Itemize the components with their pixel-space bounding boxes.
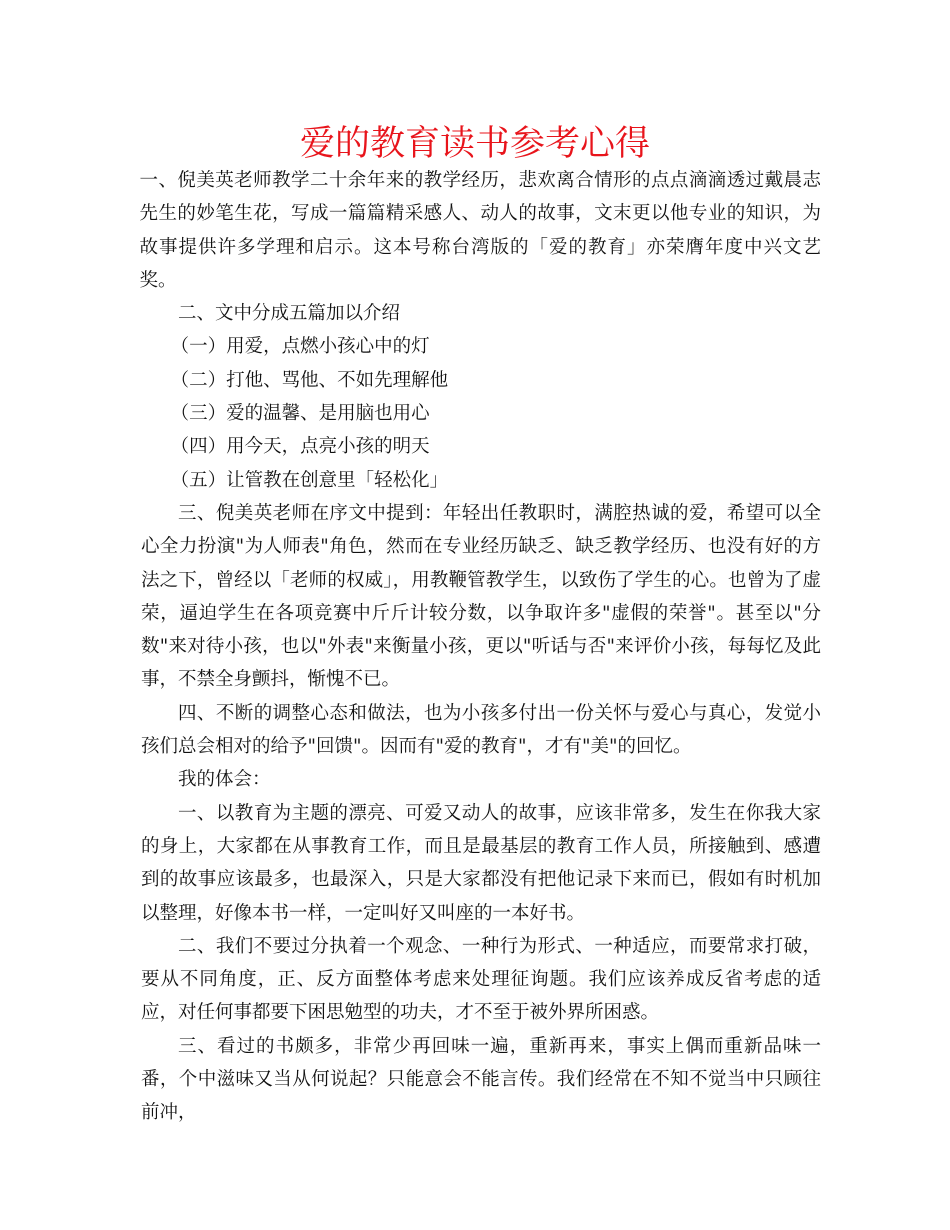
paragraph-intro: 一、倪美英老师教学二十余年来的教学经历，悲欢离合情形的点点滴滴透过戴晨志先生的妙笔生花，写成一篇篇精采感人、动人的故事，文末更以他专业的知识，为故事提供许多学理和启示。这本号称台湾版的「爱的教育」亦荣膺年度中兴文艺奖。	[139, 170, 821, 291]
document-title: 爱的教育读书参考心得	[299, 124, 650, 164]
list-item: （一）用爱，点燃小孩心中的灯	[170, 336, 430, 358]
paragraph-section-three: 三、倪美英老师在序文中提到：年轻出任教职时，满腔热诚的爱，希望可以全心全力扮演"为人师表"角色，然而在专业经历缺乏、缺乏教学经历、也没有好的方法之下，曾经以「老师的权威」，用教鞭管教学生，以致伤了学生的心。也曾为了虚荣，逼迫学生在各项竞赛中斤斤计较分数，以争取许多"虚假的荣誉"。甚至以"分数"来对待小孩，也以"外表"来衡量小孩，更以"听话与否"来评价小孩，每每忆及此事，不禁全身颤抖，惭愧不已。	[141, 502, 821, 691]
paragraph-reflection-three: 三、看过的书颇多，非常少再回味一遍，重新再来，事实上偶而重新品味一番，个中滋味又当从何说起？只能意会不能言传。我们经常在不知不觉当中只顾往前冲，	[141, 1035, 821, 1124]
list-item: （四）用今天，点亮小孩的明天	[170, 436, 430, 458]
list-item: （二）打他、骂他、不如先理解他	[170, 369, 449, 391]
paragraph-section-two: 二、文中分成五篇加以介绍	[178, 303, 401, 325]
paragraph-section-four: 四、不断的调整心态和做法，也为小孩多付出一份关怀与爱心与真心，发觉小孩们总会相对的给予"回馈"。因而有"爱的教育"，才有"美"的回忆。	[141, 702, 821, 758]
paragraph-reflection-one: 一、以教育为主题的漂亮、可爱又动人的故事，应该非常多，发生在你我大家的身上，大家都在从事教育工作，而且是最基层的教育工作人员，所接触到、感遭到的故事应该最多，也最深入，只是大家都没有把他记录下来而已，假如有时机加以整理，好像本书一样，一定叫好又叫座的一本好书。	[141, 802, 821, 924]
list-item: （三）爱的温馨、是用脑也用心	[170, 403, 430, 425]
list-item: （五）让管教在创意里「轻松化」	[170, 469, 449, 491]
paragraph-my-reflection-heading: 我的体会：	[178, 769, 271, 791]
document-body	[141, 164, 821, 1130]
paragraph-reflection-two: 二、我们不要过分执着一个观念、一种行为形式、一种适应，而要常求打破，要从不同角度，正、反方面整体考虑来处理征询题。我们应该养成反省考虑的适应，对任何事都要下困思勉型的功夫，才不至于被外界所困惑。	[141, 935, 821, 1024]
